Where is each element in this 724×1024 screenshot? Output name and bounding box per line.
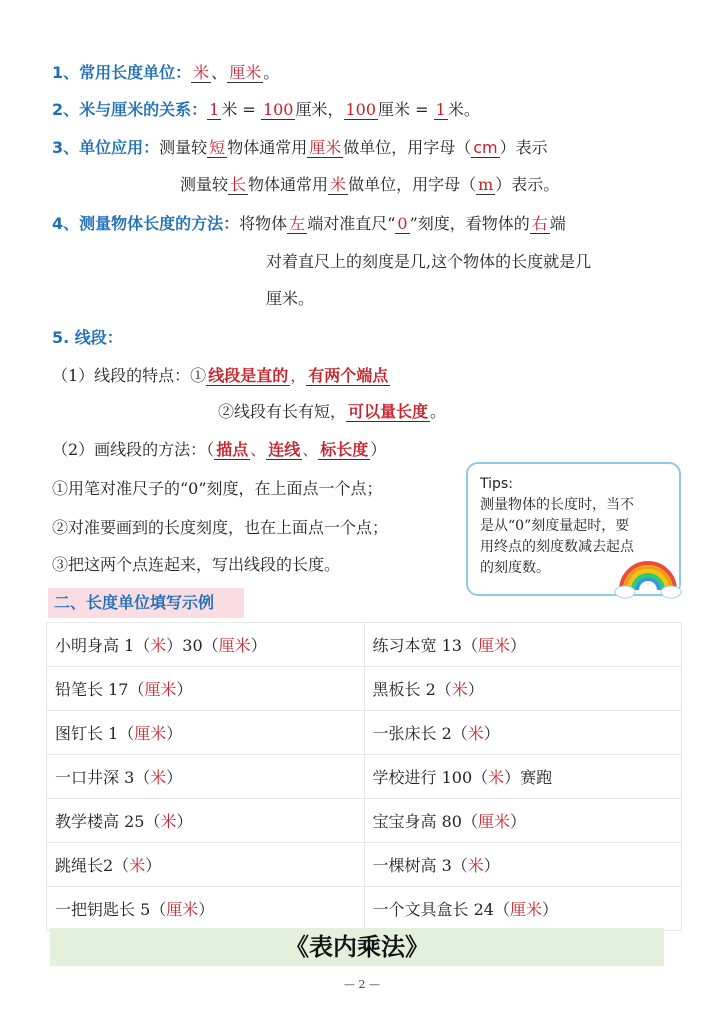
table-cell	[47, 799, 365, 843]
unit-answer: 厘米	[134, 724, 167, 743]
unit-answer: 厘米	[144, 680, 177, 699]
cell-text: 教学楼高 25（	[55, 812, 161, 831]
cell-text: ）	[176, 812, 193, 831]
cell-text: ）	[509, 812, 526, 831]
item-4-line-2: 对着直尺上的刻度是几,这个物体的长度就是几	[266, 252, 592, 271]
unit-answer: 米	[467, 856, 484, 875]
cell-text: ）	[541, 900, 558, 919]
table-cell	[364, 623, 682, 667]
unit-answer: 厘米	[477, 812, 510, 831]
item-4-line-3: 厘米。	[266, 289, 315, 308]
table-cell	[47, 843, 365, 887]
item-4-heading: 4、测量物体长度的方法：	[52, 214, 240, 233]
table-cell	[364, 887, 682, 931]
cell-text: ）	[176, 680, 193, 699]
cell-text: 一张床长 2（	[372, 724, 468, 743]
unit-answer: 米	[467, 724, 484, 743]
cell-text: 跳绳长2（	[55, 856, 130, 875]
item-1-heading: 1、常用长度单位：	[52, 63, 192, 82]
draw-segment-method: （2）画线段的方法：（ 描点 、 连线 、 标长度 ）	[52, 440, 387, 459]
segment-features-line-1: （1）线段的特点：① 线段是直的 ， 有两个端点	[52, 366, 389, 385]
unit-answer: 米	[451, 680, 468, 699]
draw-step-2: ②对准要画到的长度刻度，也在上面点一个点；	[52, 518, 389, 537]
cell-text: ）	[145, 856, 162, 875]
cell-text: 练习本宽 13（	[372, 636, 478, 655]
cell-text: ）30（	[166, 636, 219, 655]
cell-text: 图钉长 1（	[55, 724, 135, 743]
item-2: 2、米与厘米的关系： 1 米 = 100 厘米， 100 厘米 = 1 米。	[52, 100, 480, 119]
table-cell	[364, 711, 682, 755]
item-5-heading: 5. 线段：	[52, 328, 123, 347]
unit-answer: 米	[160, 812, 177, 831]
cell-text: ）赛跑	[504, 768, 553, 787]
cell-text: ）	[509, 636, 526, 655]
cell-text: ）	[166, 724, 183, 743]
tips-box	[466, 462, 681, 596]
table-row	[47, 711, 682, 755]
table-cell	[47, 711, 365, 755]
answer-centimeter: 厘米	[229, 63, 262, 82]
table-cell	[364, 843, 682, 887]
item-3-line-1: 3、单位应用：测量较 短 物体通常用 厘米 做单位，用字母（ cm ）表示	[52, 138, 548, 157]
page-number: — 2 —	[344, 978, 380, 991]
cell-text: ）	[467, 680, 484, 699]
item-3-heading: 3、单位应用：	[52, 138, 160, 157]
unit-answer: 厘米	[166, 900, 199, 919]
section-2-heading: 二、长度单位填写示例	[48, 588, 244, 618]
table-cell	[364, 799, 682, 843]
table-row	[47, 755, 682, 799]
cell-text: 黑板长 2（	[372, 680, 452, 699]
draw-step-3: ③把这两个点连起来，写出线段的长度。	[52, 555, 341, 574]
cell-text: ）	[250, 636, 267, 655]
tips-line: 用终点的刻度数减去起点	[480, 539, 634, 555]
table-row	[47, 887, 682, 931]
cell-text: 宝宝身高 80（	[372, 812, 478, 831]
cell-text: 一把钥匙长 5（	[55, 900, 167, 919]
cell-text: 一口井深 3（	[55, 768, 151, 787]
table-cell	[364, 667, 682, 711]
segment-features-line-2: ②线段有长有短， 可以量长度 。	[218, 402, 447, 421]
rainbow-icon	[613, 552, 683, 600]
unit-answer: 厘米	[509, 900, 542, 919]
cell-text: 一棵树高 3（	[372, 856, 468, 875]
table-row	[47, 623, 682, 667]
tips-title: Tips:	[480, 476, 513, 492]
item-2-heading: 2、米与厘米的关系：	[52, 100, 208, 119]
table-cell	[47, 755, 365, 799]
table-row	[47, 667, 682, 711]
unit-answer: 米	[150, 636, 167, 655]
cell-text: ）	[198, 900, 215, 919]
cell-text: ）	[483, 724, 500, 743]
table-cell	[47, 623, 365, 667]
unit-answer: 米	[150, 768, 167, 787]
unit-answer: 米	[488, 768, 505, 787]
unit-answer: 厘米	[477, 636, 510, 655]
units-example-table	[46, 622, 682, 931]
tips-line: 的刻度数。	[480, 560, 550, 576]
unit-answer: 米	[129, 856, 146, 875]
table-row	[47, 799, 682, 843]
cell-text: 小明身高 1（	[55, 636, 151, 655]
cell-text: 一个文具盒长 24（	[372, 900, 510, 919]
item-1: 1、常用长度单位： 米 、 厘米 。	[52, 63, 280, 82]
tips-line: 是从“0”刻度量起时，要	[480, 518, 630, 534]
item-3-line-2: 测量较 长 物体通常用 米 做单位，用字母（ m ）表示。	[180, 175, 560, 194]
cell-text: ）	[483, 856, 500, 875]
cell-text: 学校进行 100（	[372, 768, 489, 787]
table-cell	[47, 667, 365, 711]
table-cell	[364, 755, 682, 799]
table-cell	[47, 887, 365, 931]
draw-step-1: ①用笔对准尺子的“0”刻度，在上面点一个点；	[52, 479, 383, 498]
cell-text: 铅笔长 17（	[55, 680, 145, 699]
table-row	[47, 843, 682, 887]
next-chapter-banner: 《表内乘法》	[50, 928, 664, 966]
cell-text: ）	[166, 768, 183, 787]
answer-meter: 米	[193, 63, 210, 82]
tips-line: 测量物体的长度时，当不	[480, 497, 634, 513]
item-4-line-1: 4、测量物体长度的方法：将物体 左 端对准直尺“ 0 ”刻度，看物体的 右 端	[52, 214, 566, 233]
unit-answer: 厘米	[218, 636, 251, 655]
